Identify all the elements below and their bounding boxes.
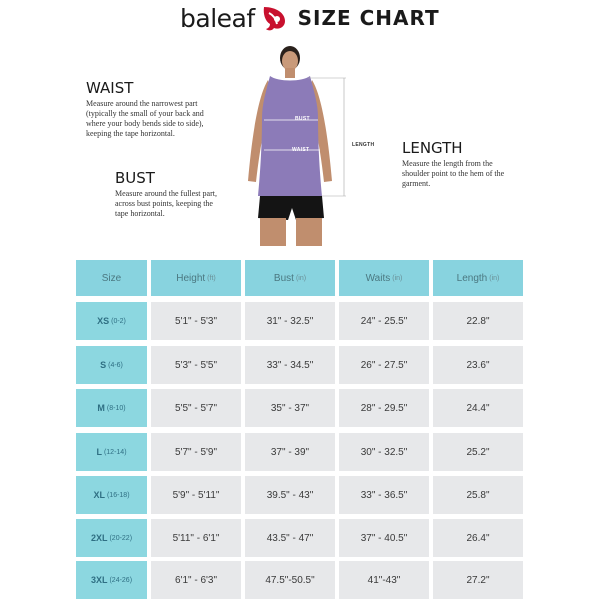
figure-bust-label: BUST (295, 116, 310, 122)
waist-cell: 26" - 27.5" (339, 346, 429, 384)
height-cell: 6'1" - 6'3" (151, 561, 241, 599)
size-cell: 3XL (24-26) (76, 561, 147, 599)
waist-guide (86, 80, 236, 139)
length-cell: 27.2" (433, 561, 523, 599)
bust-cell: 35" - 37" (245, 389, 335, 427)
height-cell: 5'11" - 6'1" (151, 519, 241, 557)
brand-header (180, 2, 440, 34)
size-cell: XL (16-18) (76, 476, 147, 514)
length-cell: 24.4" (433, 389, 523, 427)
bust-cell: 43.5" - 47" (245, 519, 335, 557)
figure-waist-label: WAIST (292, 147, 310, 153)
length-description: Measure the length from the shoulder point to the hem of the garment. (402, 159, 505, 188)
waist-cell: 28" - 29.5" (339, 389, 429, 427)
bust-cell: 33" - 34.5" (245, 346, 335, 384)
size-cell: S (4-6) (76, 346, 147, 384)
bust-cell: 39.5" - 43" (245, 476, 335, 514)
bust-cell: 47.5"-50.5" (245, 561, 335, 599)
size-cell: 2XL (20-22) (76, 519, 147, 557)
bust-guide (115, 170, 240, 219)
waist-cell: 30" - 32.5" (339, 433, 429, 471)
length-guide (402, 140, 527, 189)
length-cell: 26.4" (433, 519, 523, 557)
waist-cell: 41"-43" (339, 561, 429, 599)
waist-description: Measure around the narrowest part (typically the small of your back and where your body bends side to side), keeping the tape horizontal. (86, 99, 204, 138)
size-cell: L (12-14) (76, 433, 147, 471)
height-cell: 5'7" - 5'9" (151, 433, 241, 471)
length-cell: 25.2" (433, 433, 523, 471)
waist-heading: WAIST (86, 79, 134, 97)
height-cell: 5'1" - 5'3" (151, 302, 241, 340)
waist-cell: 24" - 25.5" (339, 302, 429, 340)
size-cell: XS (0-2) (76, 302, 147, 340)
size-cell: M (8-10) (76, 389, 147, 427)
header-size: Size (76, 260, 147, 296)
waist-cell: 33" - 36.5" (339, 476, 429, 514)
height-cell: 5'9" - 5'11" (151, 476, 241, 514)
header-waist: Waits (in) (339, 260, 429, 296)
length-cell: 23.6" (433, 346, 523, 384)
bust-cell: 37" - 39" (245, 433, 335, 471)
height-cell: 5'3" - 5'5" (151, 346, 241, 384)
bust-heading: BUST (115, 169, 155, 187)
length-cell: 22.8" (433, 302, 523, 340)
header-bust: Bust (in) (245, 260, 335, 296)
length-cell: 25.8" (433, 476, 523, 514)
bust-description: Measure around the fullest part, across bust points, keeping the tape horizontal. (115, 189, 217, 218)
brand-name: baleaf (180, 3, 255, 33)
leaf-icon (260, 4, 288, 32)
bust-cell: 31" - 32.5" (245, 302, 335, 340)
waist-cell: 37" - 40.5" (339, 519, 429, 557)
figure-length-label: LENGTH (352, 142, 375, 148)
model-figure (238, 46, 348, 246)
header-height: Height (ft) (151, 260, 241, 296)
length-heading: LENGTH (402, 139, 463, 157)
header-length: Length (in) (433, 260, 523, 296)
height-cell: 5'5" - 5'7" (151, 389, 241, 427)
page-title: SIZE CHART (297, 6, 440, 30)
